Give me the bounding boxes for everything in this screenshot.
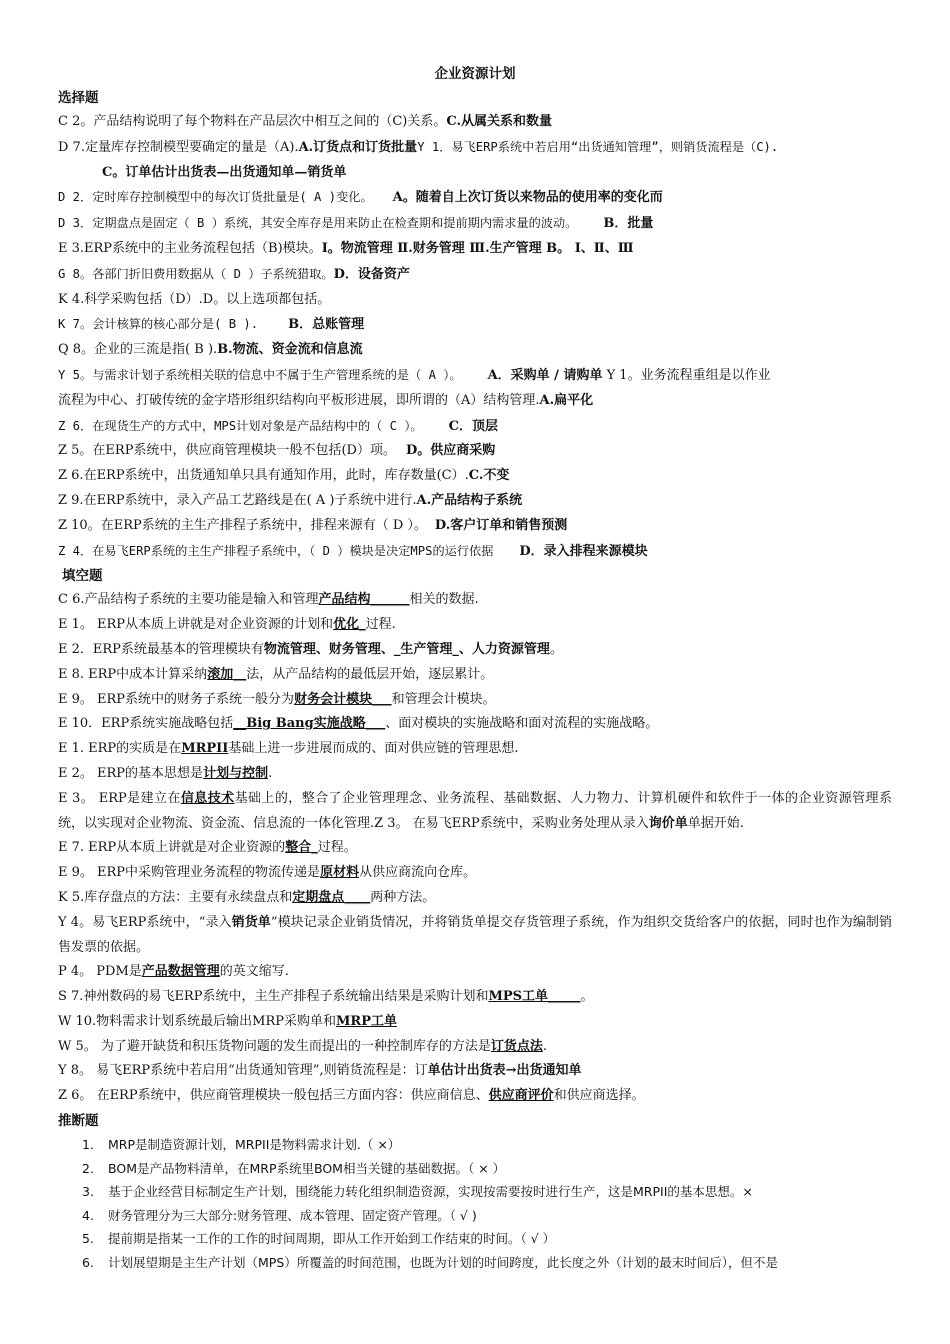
fill-line: C 6.产品结构子系统的主要功能是输入和管理产品结构______相关的数据. xyxy=(58,592,479,608)
fill-line: Z 6。 在ERP系统中，供应商管理模块一般包括三方面内容：供应商信息、供应商评价和供应商选择。 xyxy=(58,1088,645,1104)
choice-line: Q 8。企业的三流是指( B ).B.物流、资金流和信息流 xyxy=(58,342,363,358)
judge-list xyxy=(58,1133,892,1274)
choice-line: D 7.定量库存控制模型要确定的量是（A).A.订货点和订货批量Y 1．易飞ERP系统中若启用“出货通知管理”，则销货流程是（C). xyxy=(58,139,779,155)
choice-line: D 2．定时库存控制模型中的每次订货批量是( A )变化。 A。随着自上次订货以来物品的使用率的变化而 xyxy=(58,190,663,206)
fill-line: K 5.库存盘点的方法：主要有永续盘点和定期盘点____两种方法。 xyxy=(58,889,436,905)
choice-line: Z 4．在易飞ERP系统的主生产排程子系统中，（ D ）模块是决定MPS的运行依据 D．录入排程来源模块 xyxy=(58,543,648,559)
fill-line: E 9。 ERP中采购管理业务流程的物流传递是原材料从供应商流向仓库。 xyxy=(58,865,477,881)
fill-line: E 8. ERP中成本计算采纳滚加__法，从产品结构的最低层开始，逐层累计。 xyxy=(58,666,494,682)
fill-line: W 5。 为了避开缺货和积压货物问题的发生而提出的一种控制库存的方法是订货点法. xyxy=(58,1038,548,1054)
choice-line: Z 9.在ERP系统中，录入产品工艺路线是在( A )子系统中进行.A.产品结构子系统 xyxy=(58,492,523,508)
choice-line: K 4.科学采购包括（D）.D。以上选项都包括。 xyxy=(58,291,331,307)
fill-line: E 9。 ERP系统中的财务子系统一般分为财务会计模块___和管理会计模块。 xyxy=(58,691,496,707)
section-heading-choice: 选择题 xyxy=(58,90,99,106)
choice-line: K 7。会计核算的核心部分是( B ). B．总账管理 xyxy=(58,317,365,333)
list-item: 2. BOM是产品物料清单，在MRP系统里BOM相当关键的基础数据。（ × ） xyxy=(82,1160,506,1176)
choice-line: C。订单估计出货表—出货通知单—销货单 xyxy=(102,164,347,180)
choice-line: E 3.ERP系统中的主业务流程包括（B)模块。I。物流管理 Ⅱ.财务管理 Ⅲ.生产管理 B。 I、Ⅱ、Ⅲ xyxy=(58,240,634,256)
list-item: 1. MRP是制造资源计划，MRPII是物料需求计划.（ ×） xyxy=(82,1137,401,1153)
fill-line: E 2．ERP系统最基本的管理模块有物流管理、财务管理、_生产管理_、人力资源管理。 xyxy=(58,641,563,657)
document-title: 企业资源计划 xyxy=(434,66,516,82)
choice-line: Z 6.在ERP系统中，出货通知单只具有通知作用，此时，库存数量(C）.C.不变 xyxy=(58,468,510,484)
choice-line: Z 6．在现货生产的方式中，MPS计划对象是产品结构中的（ C ）。 C．顶层 xyxy=(58,418,498,434)
list-item: 4. 财务管理分为三大部分:财务管理、成本管理、固定资产管理。（ √ ) xyxy=(82,1207,477,1223)
fill-line: P 4。 PDM是产品数据管理的英文缩写. xyxy=(58,964,289,980)
section-heading-judge: 推断题 xyxy=(58,1113,99,1130)
choice-line: D 3．定期盘点是固定（ B ）系统，其安全库存是用来防止在检查期和提前期内需求量的波动。 B．批量 xyxy=(58,216,654,232)
choice-line: Y 5。与需求计划子系统相关联的信息中不属于生产管理系统的是（ A ）。 A．采购单 / 请购单 Y 1。业务流程重组是以作业 xyxy=(58,367,771,383)
list-item: 6. 计划展望期是主生产计划（MPS）所覆盖的时间范围，也既为计划的时间跨度，此长度之外（计划的最末时间后），但不是 xyxy=(82,1254,779,1270)
fill-line: E 1. ERP的实质是在MRPII基础上进一步进展而成的、面对供应链的管理思想. xyxy=(58,741,519,757)
choice-line: G 8。各部门折旧费用数据从（ D ）子系统猎取。D．设备资产 xyxy=(58,266,410,282)
list-item: 3. 基于企业经营目标制定生产计划，围绕能力转化组织制造资源，实现按需要按时进行生产，这是MRPII的基本思想。× xyxy=(82,1184,753,1200)
fill-line: E 2。 ERP的基本思想是计划与控制. xyxy=(58,765,273,781)
fill-line: Y 4。易飞ERP系统中，“录入销货单”模块记录企业销货情况，并将销货单提交存货管理子系统，作为组织交货给客户的依据，同时也作为编制销售发票的依据。 xyxy=(58,914,892,955)
choice-line: C 2。产品结构说明了每个物料在产品层次中相互之间的（C)关系。C.从属关系和数量 xyxy=(58,114,553,129)
choice-line: Z 10。在ERP系统的主生产排程子系统中，排程来源有（ D ）。 D.客户订单和销售预测 xyxy=(58,517,568,533)
fill-line: S 7.神州数码的易飞ERP系统中，主生产排程子系统输出结果是采购计划和MPS工单_____。 xyxy=(58,989,594,1005)
list-item: 5. 提前期是指某一工作的工作的时间周期，即从工作开始到工作结束的时间。（ √ ） xyxy=(82,1231,556,1247)
choice-line: Z 5。在ERP系统中，供应商管理模块一般不包括(D）项。 D。供应商采购 xyxy=(58,443,496,459)
fill-line: Y 8。 易飞ERP系统中若启用“出货通知管理”,则销货流程是：订单估计出货表→出货通知单 xyxy=(58,1063,582,1079)
choice-line: 流程为中心、打破传统的金字塔形组织结构向平板形进展，即所谓的（A）结构管理.A.扁平化 xyxy=(58,392,594,408)
fill-line: E 7. ERP从本质上讲就是对企业资源的整合_过程。 xyxy=(58,840,357,856)
fill-line: E 10．ERP系统实施战略包括__Big Bang实施战略___、面对模块的实施战略和面对流程的实施战略。 xyxy=(58,716,659,732)
fill-line: E 1。 ERP从本质上讲就是对企业资源的计划和优化_过程. xyxy=(58,617,396,633)
section-heading-fill: 填空题 xyxy=(62,568,103,585)
fill-line: E 3。 ERP是建立在信息技术基础上的，整合了企业管理理念、业务流程、基础数据、人力物力、计算机硬件和软件于一体的企业资源管理系统，以实现对企业物流、资金流、信息流的一体化管理.Z 3。 在易飞ERP系统中，采购业务处理从录入询价单单据开始. xyxy=(58,790,892,831)
fill-line: W 10.物料需求计划系统最后输出MRP采购单和MRP工单 xyxy=(58,1013,397,1029)
